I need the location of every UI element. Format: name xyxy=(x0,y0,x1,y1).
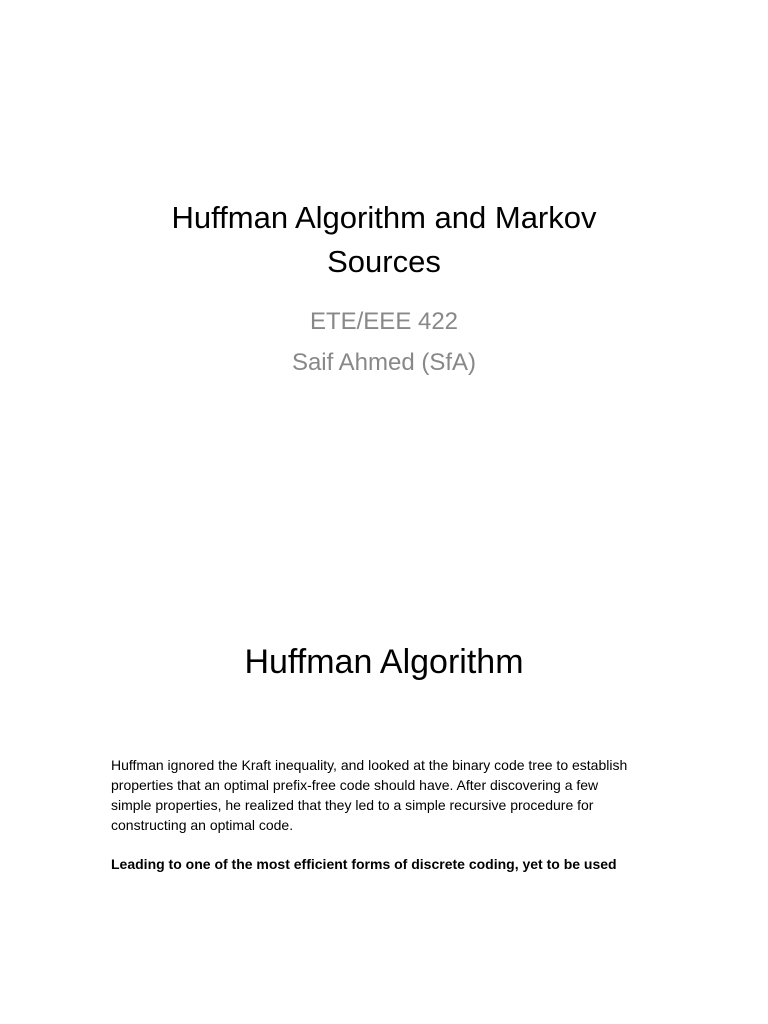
body-paragraph: Huffman ignored the Kraft inequality, and looked at the binary code tree to establish properties that an optimal prefix-free code should have. After discovering a few simple properties, he realized that they led to a simple recursive procedure for constructing an optimal code. xyxy=(111,757,628,833)
subtitle xyxy=(120,301,648,383)
presentation-title: Huffman Algorithm and Markov Sources xyxy=(171,200,597,279)
bold-paragraph: Leading to one of the most efficient forms of discrete coding, yet to be used xyxy=(111,856,617,872)
author-name: Saif Ahmed (SfA) xyxy=(291,349,477,376)
slide-title: Huffman Algorithm xyxy=(244,643,524,681)
course-code: ETE/EEE 422 xyxy=(309,308,459,335)
content-slide xyxy=(0,512,768,1024)
